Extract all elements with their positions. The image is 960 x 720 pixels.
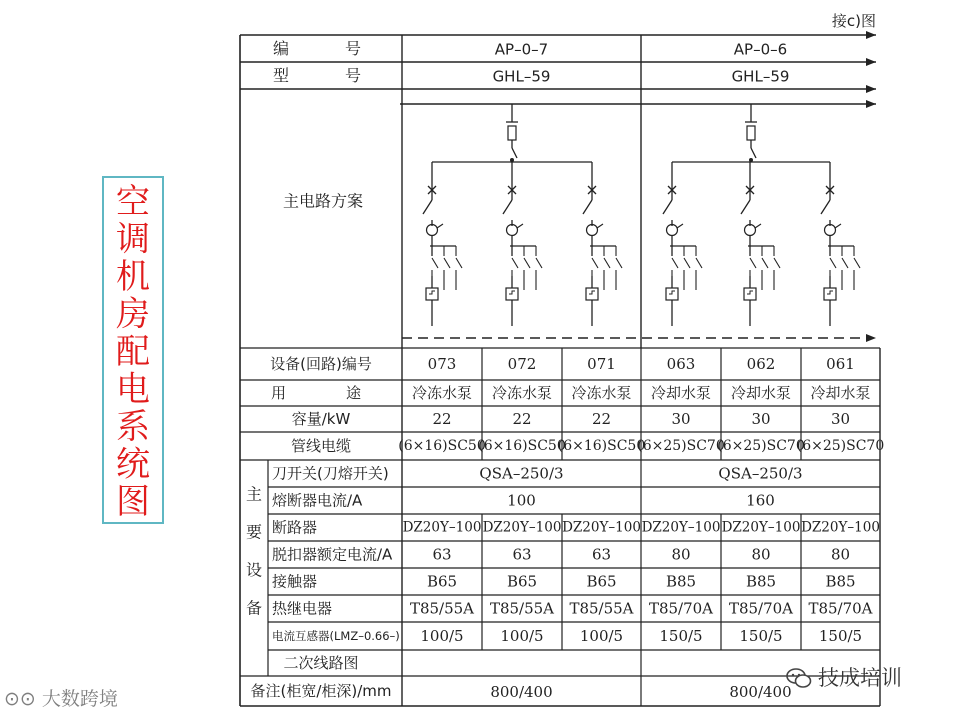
title-character: 配 (116, 332, 150, 372)
contactor-blade (444, 258, 450, 268)
equipment-value: DZ20Y–100 (721, 519, 801, 536)
boundary-arrow (866, 334, 876, 342)
current-transformer-symbol (825, 225, 836, 236)
equipment-value: B65 (586, 572, 617, 591)
equipment-value: 80 (671, 545, 691, 564)
contactor-blade (524, 258, 530, 268)
equipment-value: 63 (512, 545, 532, 564)
contactor-blade (842, 258, 848, 268)
equipment-value: T85/55A (409, 599, 475, 618)
contactor-blade (592, 258, 598, 268)
current-transformer-symbol (667, 225, 678, 236)
title-character: 空 (116, 182, 150, 222)
circuit_no-value: 072 (507, 355, 537, 373)
equipment-value: 150/5 (739, 627, 783, 645)
circuit_no-value: 062 (746, 355, 776, 373)
feeder-1 (503, 162, 542, 326)
row-label-bianhao: 编 号 (272, 39, 370, 58)
watermark-right (786, 662, 902, 692)
main-circuit-schematic (400, 100, 876, 342)
equipment-value: 100/5 (420, 627, 464, 645)
equipment-value: T85/55A (569, 599, 634, 618)
ref-label: 接c)图 (831, 12, 876, 30)
equipment-row-label: 脱扣器额定电流/A (272, 545, 393, 564)
cabinet-model: GHL–59 (492, 67, 551, 86)
ct-lead (597, 224, 603, 228)
capacity-value: 22 (432, 410, 452, 428)
capacity-value: 22 (512, 410, 532, 428)
contactor-blade (762, 258, 768, 268)
usage-value: 冷冻水泵 (491, 384, 553, 402)
circuit_no-value: 073 (427, 355, 457, 373)
equipment-group-label: 设 (245, 560, 263, 580)
equipment-row-label: 断路器 (272, 518, 318, 537)
circuit_no-value: 061 (826, 355, 855, 373)
equipment-value: DZ20Y–100 (482, 519, 562, 536)
contactor-blade (774, 258, 780, 268)
title-character: 电 (116, 369, 150, 410)
equipment-group-value: 100 (507, 491, 536, 510)
ct-lead (677, 224, 683, 228)
table-texts (246, 12, 884, 701)
remark-value: 800/400 (729, 683, 792, 701)
wechat-icon (786, 667, 812, 689)
contactor-blade (854, 258, 860, 268)
contactor-blade (604, 258, 610, 268)
equipment-value: T85/70A (648, 599, 714, 618)
equipment-row-label: 热继电器 (272, 599, 333, 618)
capacity-value: 30 (751, 410, 771, 428)
cabinet-model: GHL–59 (731, 67, 790, 86)
circuit_no-value: 071 (587, 355, 616, 373)
contactor-blade (616, 258, 622, 268)
fuse-symbol (508, 126, 516, 140)
equipment-group-value: QSA–250/3 (718, 464, 803, 483)
equipment-value: DZ20Y–100 (801, 519, 880, 536)
cabinet-number: AP–0–7 (494, 40, 549, 59)
row-label-usage: 用 途 (270, 384, 372, 402)
ct-lead (755, 224, 761, 228)
equipment-value: B65 (506, 572, 538, 591)
breaker-blade (821, 200, 830, 214)
fuse-symbol (747, 126, 755, 140)
breaker-blade (503, 200, 512, 214)
capacity-value: 22 (591, 410, 612, 428)
equipment-value: B85 (665, 572, 697, 591)
vertical-title-box (102, 176, 164, 524)
watermark-left (4, 684, 118, 711)
equipment-value: DZ20Y–100 (562, 519, 641, 536)
equipment-value: 80 (751, 545, 771, 564)
cable-value: (6×16)SC50 (557, 438, 646, 454)
equipment-value: 150/5 (818, 627, 863, 645)
bus-arrow (866, 85, 876, 93)
cable-value: (6×25)SC70 (717, 438, 805, 454)
row-label-capacity: 容量/kW (291, 410, 351, 428)
cabinet-number: AP–0–6 (733, 40, 788, 59)
row-label-xinghao: 型 号 (272, 66, 370, 85)
watermark-left-icon: ⊙⊙ (4, 688, 42, 710)
row-label-remark: 备注(柜宽/柜深)/mm (250, 682, 392, 700)
usage-value: 冷却水泵 (730, 384, 792, 402)
ct-lead (835, 224, 841, 228)
equipment-value: B85 (745, 572, 777, 591)
contactor-blade (536, 258, 542, 268)
equipment-group-label: 要 (245, 522, 263, 542)
cable-value: (6×16)SC50 (478, 438, 566, 454)
watermark-right-text: 技成培训 (818, 666, 902, 690)
usage-value: 冷却水泵 (810, 384, 871, 402)
equipment-value: 63 (432, 545, 452, 564)
watermark-left-text: 大数跨境 (41, 688, 118, 710)
breaker-blade (423, 200, 432, 214)
breaker-blade (741, 200, 750, 214)
equipment-value: 63 (591, 545, 612, 564)
current-transformer-symbol (507, 225, 518, 236)
contactor-blade (672, 258, 678, 268)
equipment-row-label: 熔断器电流/A (272, 491, 363, 510)
capacity-value: 30 (671, 410, 691, 428)
ct-lead (437, 224, 443, 228)
row-label-circuit_no: 设备(回路)编号 (270, 355, 372, 373)
current-transformer-symbol (745, 225, 756, 236)
title-character: 图 (116, 482, 150, 522)
equipment-value: T85/70A (808, 599, 873, 618)
current-transformer-symbol (587, 225, 598, 236)
capacity-value: 30 (830, 410, 851, 428)
equipment-row-label: 电流互感器(LMZ–0.66–) (272, 629, 400, 643)
bus-arrow (866, 58, 876, 66)
feeder-4 (741, 162, 780, 326)
title-character: 系 (116, 407, 150, 447)
title-character: 机 (116, 257, 150, 297)
equipment-value: 100/5 (579, 627, 624, 645)
equipment-value: DZ20Y–100 (402, 519, 482, 536)
cable-value: (6×25)SC70 (796, 438, 885, 454)
equipment-group-label: 主 (245, 484, 263, 504)
row-label-main-circuit: 主电路方案 (282, 191, 364, 211)
equipment-value: 100/5 (500, 627, 544, 645)
feeder-2 (583, 162, 622, 326)
equipment-value: 80 (830, 545, 851, 564)
equipment-value: T85/55A (489, 599, 555, 618)
knife-switch (751, 148, 756, 158)
bus-arrow (866, 100, 876, 108)
equipment-value: T85/70A (728, 599, 794, 618)
usage-value: 冷冻水泵 (411, 384, 473, 402)
title-character: 房 (116, 294, 150, 335)
current-transformer-symbol (427, 225, 438, 236)
usage-value: 冷却水泵 (650, 384, 712, 402)
feeder-5 (821, 162, 860, 326)
row-label-cable: 管线电缆 (290, 437, 352, 455)
breaker-blade (663, 200, 672, 214)
equipment-value: B85 (825, 572, 856, 591)
contactor-blade (456, 258, 462, 268)
knife-switch (512, 148, 517, 158)
ct-lead (517, 224, 523, 228)
circuit_no-value: 063 (666, 355, 696, 373)
feeder-0 (423, 162, 462, 326)
row-label-secondary: 二次线路图 (283, 654, 359, 672)
usage-value: 冷冻水泵 (571, 384, 632, 402)
contactor-blade (830, 258, 836, 268)
contactor-blade (696, 258, 702, 268)
equipment-value: B65 (426, 572, 458, 591)
contactor-blade (432, 258, 438, 268)
equipment-group-label: 备 (245, 598, 263, 618)
cable-value: (6×25)SC70 (637, 438, 725, 454)
equipment-value: 150/5 (659, 627, 703, 645)
breaker-blade (583, 200, 592, 214)
title-character: 调 (116, 219, 150, 260)
equipment-row-label: 刀开关(刀熔开关) (272, 464, 389, 483)
bus-arrow (866, 31, 876, 39)
remark-value: 800/400 (490, 683, 553, 701)
contactor-blade (684, 258, 690, 268)
equipment-row-label: 接触器 (272, 572, 318, 591)
title-character: 统 (116, 444, 150, 485)
cable-value: (6×16)SC50 (398, 438, 486, 454)
equipment-group-value: QSA–250/3 (479, 464, 564, 483)
contactor-blade (512, 258, 518, 268)
equipment-group-value: 160 (746, 491, 775, 510)
equipment-value: DZ20Y–100 (641, 519, 721, 536)
feeder-3 (663, 162, 702, 326)
contactor-blade (750, 258, 756, 268)
